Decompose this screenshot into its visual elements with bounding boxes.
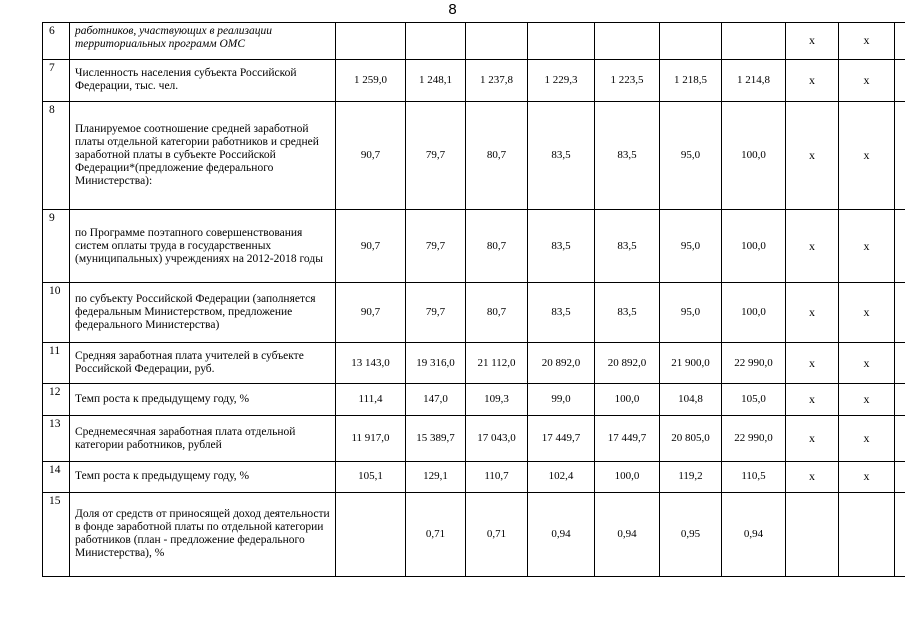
table-row (43, 59, 905, 102)
value-cell: 105,0 (722, 383, 786, 416)
value-cell: 119,2 (660, 462, 722, 492)
indicator-name: Темп роста к предыдущему году, % (70, 462, 336, 492)
empty-cell (895, 343, 905, 384)
x-mark: x (839, 416, 895, 462)
x-mark: x (839, 383, 895, 416)
value-cell: 100,0 (722, 102, 786, 210)
value-cell: 13 143,0 (336, 343, 406, 384)
value-cell: 0,94 (528, 492, 595, 576)
table-row (43, 462, 905, 492)
x-mark: x (786, 210, 839, 283)
value-cell (528, 23, 595, 60)
x-mark: x (839, 210, 895, 283)
indicator-name: Численность населения субъекта Российской Федерации, тыс. чел. (70, 59, 336, 102)
empty-cell (895, 492, 905, 576)
value-cell: 102,4 (528, 462, 595, 492)
value-cell: 11 917,0 (336, 416, 406, 462)
value-cell: 110,5 (722, 462, 786, 492)
value-cell: 79,7 (406, 102, 466, 210)
value-cell: 90,7 (336, 102, 406, 210)
indicator-name: работников, участвующих в реализации территориальных программ ОМС (70, 23, 336, 60)
value-cell: 1 214,8 (722, 59, 786, 102)
value-cell: 15 389,7 (406, 416, 466, 462)
x-mark: x (839, 102, 895, 210)
x-mark (786, 492, 839, 576)
indicator-name: по субъекту Российской Федерации (заполняется федеральным Министерством, предложение федерального Министерства) (70, 283, 336, 343)
x-mark: x (839, 283, 895, 343)
value-cell: 0,71 (466, 492, 528, 576)
indicator-name: Темп роста к предыдущему году, % (70, 383, 336, 416)
value-cell: 95,0 (660, 210, 722, 283)
x-mark: x (786, 102, 839, 210)
value-cell: 0,94 (722, 492, 786, 576)
empty-cell (895, 210, 905, 283)
value-cell (406, 23, 466, 60)
x-mark: x (786, 416, 839, 462)
x-mark: x (839, 23, 895, 60)
value-cell: 0,94 (595, 492, 660, 576)
value-cell (336, 492, 406, 576)
table-row (43, 283, 905, 343)
table-row (43, 383, 905, 416)
indicators-table (42, 22, 905, 577)
x-mark: x (786, 23, 839, 60)
indicator-name: Планируемое соотношение средней заработной платы отдельной категории работников и средней заработной платы в субъекте Российской Федерации*(предложение федерального Министерства): (70, 102, 336, 210)
row-number: 12 (43, 383, 70, 416)
x-mark (839, 492, 895, 576)
value-cell: 83,5 (528, 102, 595, 210)
empty-cell (895, 59, 905, 102)
x-mark: x (839, 59, 895, 102)
value-cell: 100,0 (722, 210, 786, 283)
x-mark: x (786, 59, 839, 102)
x-mark: x (786, 283, 839, 343)
empty-cell (895, 102, 905, 210)
empty-cell (895, 23, 905, 60)
empty-cell (895, 462, 905, 492)
value-cell: 79,7 (406, 283, 466, 343)
value-cell: 100,0 (595, 462, 660, 492)
value-cell: 90,7 (336, 283, 406, 343)
value-cell: 1 223,5 (595, 59, 660, 102)
indicator-name: Средняя заработная плата учителей в субъекте Российской Федерации, руб. (70, 343, 336, 384)
value-cell: 95,0 (660, 102, 722, 210)
value-cell: 1 237,8 (466, 59, 528, 102)
page-number: 8 (448, 1, 457, 18)
value-cell: 80,7 (466, 210, 528, 283)
value-cell (595, 23, 660, 60)
value-cell: 95,0 (660, 283, 722, 343)
indicator-name: Доля от средств от приносящей доход деятельности в фонде заработной платы по отдельной категории работников (план - предложение федерального Министерства), % (70, 492, 336, 576)
value-cell: 22 990,0 (722, 416, 786, 462)
value-cell: 1 218,5 (660, 59, 722, 102)
row-number: 13 (43, 416, 70, 462)
value-cell (722, 23, 786, 60)
value-cell: 17 043,0 (466, 416, 528, 462)
value-cell: 110,7 (466, 462, 528, 492)
value-cell: 104,8 (660, 383, 722, 416)
row-number: 8 (43, 102, 70, 210)
value-cell: 17 449,7 (595, 416, 660, 462)
empty-cell (895, 383, 905, 416)
row-number: 10 (43, 283, 70, 343)
value-cell: 1 229,3 (528, 59, 595, 102)
value-cell: 83,5 (595, 283, 660, 343)
row-number: 15 (43, 492, 70, 576)
table-row (43, 210, 905, 283)
value-cell: 109,3 (466, 383, 528, 416)
value-cell: 79,7 (406, 210, 466, 283)
x-mark: x (786, 343, 839, 384)
value-cell (466, 23, 528, 60)
row-number: 9 (43, 210, 70, 283)
value-cell: 83,5 (528, 283, 595, 343)
value-cell: 90,7 (336, 210, 406, 283)
value-cell: 19 316,0 (406, 343, 466, 384)
value-cell: 0,71 (406, 492, 466, 576)
value-cell: 100,0 (595, 383, 660, 416)
empty-cell (895, 416, 905, 462)
table-row (43, 492, 905, 576)
x-mark: x (839, 343, 895, 384)
value-cell: 80,7 (466, 102, 528, 210)
value-cell: 100,0 (722, 283, 786, 343)
row-number: 6 (43, 23, 70, 60)
indicator-name: Среднемесячная заработная плата отдельной категории работников, рублей (70, 416, 336, 462)
value-cell: 20 892,0 (528, 343, 595, 384)
x-mark: x (839, 462, 895, 492)
value-cell: 1 259,0 (336, 59, 406, 102)
empty-cell (895, 283, 905, 343)
indicator-name: по Программе поэтапного совершенствования систем оплаты труда в государственных (муниципальных) учреждениях на 2012-2018 годы (70, 210, 336, 283)
value-cell (660, 23, 722, 60)
value-cell: 21 900,0 (660, 343, 722, 384)
row-number: 7 (43, 59, 70, 102)
table-row (43, 102, 905, 210)
table-row (43, 416, 905, 462)
value-cell: 111,4 (336, 383, 406, 416)
x-mark: x (786, 383, 839, 416)
row-number: 14 (43, 462, 70, 492)
value-cell: 83,5 (595, 210, 660, 283)
row-number: 11 (43, 343, 70, 384)
value-cell: 99,0 (528, 383, 595, 416)
value-cell: 17 449,7 (528, 416, 595, 462)
value-cell: 1 248,1 (406, 59, 466, 102)
value-cell: 83,5 (595, 102, 660, 210)
value-cell (336, 23, 406, 60)
table-row (43, 343, 905, 384)
value-cell: 22 990,0 (722, 343, 786, 384)
x-mark: x (786, 462, 839, 492)
value-cell: 20 892,0 (595, 343, 660, 384)
value-cell: 105,1 (336, 462, 406, 492)
value-cell: 129,1 (406, 462, 466, 492)
value-cell: 0,95 (660, 492, 722, 576)
table-row (43, 23, 905, 60)
value-cell: 147,0 (406, 383, 466, 416)
value-cell: 80,7 (466, 283, 528, 343)
value-cell: 21 112,0 (466, 343, 528, 384)
value-cell: 83,5 (528, 210, 595, 283)
value-cell: 20 805,0 (660, 416, 722, 462)
